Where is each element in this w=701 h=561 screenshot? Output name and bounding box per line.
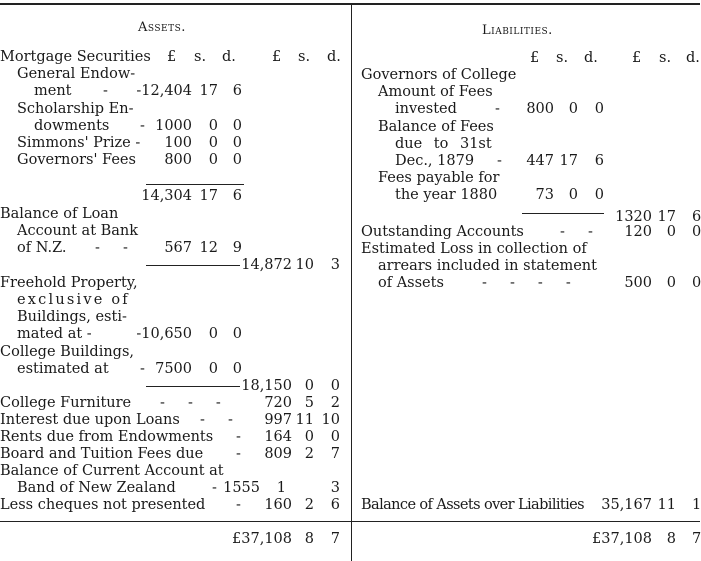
fees-payable-shillings: 0 — [568, 187, 578, 203]
assets-total-rule — [0, 521, 351, 522]
cheques-shillings: 2 — [304, 497, 314, 513]
item-rents-shillings: 0 — [304, 429, 314, 445]
liab-subtotal-pounds: 1320 — [615, 209, 652, 225]
column-divider — [351, 5, 352, 561]
loan-balance-label-2: Account at Bank — [17, 223, 139, 239]
assets-col-shilling-1: s. — [194, 49, 207, 65]
loan-balance-label: Balance of Loan — [0, 206, 119, 222]
balance-fees-pence: 6 — [594, 153, 604, 169]
current-account-pence: 3 — [330, 480, 340, 496]
current-account-pounds: 1555 — [223, 480, 260, 496]
item-interest-dashes: - - — [200, 412, 233, 428]
balance-assets-shillings: 11 — [657, 497, 676, 513]
assets-col-pence-1: d. — [222, 49, 236, 65]
freehold-label: Freehold Property, — [0, 275, 138, 291]
scholarship-pounds: 1000 — [155, 118, 192, 134]
freehold-shillings: 0 — [208, 326, 218, 342]
liab-col-shilling-1: s. — [556, 50, 569, 66]
assets-total-pounds: £37,108 — [232, 531, 292, 547]
college-buildings-pounds: 7500 — [155, 361, 192, 377]
item-furniture-pounds: 720 — [264, 395, 292, 411]
subtotal-2-pence: 0 — [330, 378, 340, 394]
mortgage-subtotal-shillings: 17 — [199, 188, 218, 204]
assets-col-pound-2: £ — [272, 49, 282, 65]
item-furniture-label: College Furniture — [0, 395, 132, 411]
general-endowment-label-2: ment — [34, 83, 72, 99]
liab-col-pound-1: £ — [530, 50, 540, 66]
subtotal-2-rule — [146, 386, 240, 387]
item-rents-label: Rents due from Endowments — [0, 429, 214, 445]
item-rents-pence: 0 — [330, 429, 340, 445]
subtotal-1-pounds: 14,872 — [241, 257, 292, 273]
estimated-loss-label-3: of Assets — [378, 275, 444, 291]
scholarship-dash: - — [140, 118, 145, 134]
item-board-label: Board and Tuition Fees due — [0, 446, 204, 462]
loan-balance-pence: 9 — [232, 240, 242, 256]
amount-fees-pounds: 800 — [526, 101, 554, 117]
cheques-dash: - — [236, 497, 241, 513]
liab-subtotal-pence: 6 — [692, 209, 701, 225]
freehold-label-4: mated at - — [17, 326, 92, 342]
assets-total-pence: 7 — [330, 531, 340, 547]
general-endowment-dash: - — [103, 83, 108, 99]
amount-fees-pence: 0 — [594, 101, 604, 117]
liab-col-pence-1: d. — [584, 50, 598, 66]
mortgage-subtotal-pounds: 14,304 — [141, 188, 192, 204]
item-board-pence: 7 — [330, 446, 340, 462]
general-endowment-label: General Endow- — [17, 66, 136, 82]
freehold-pounds: -10,650 — [136, 326, 192, 342]
freehold-label-3: Buildings, esti- — [17, 309, 127, 325]
general-endowment-shillings: 17 — [199, 83, 218, 99]
mortgage-subtotal-rule — [146, 184, 244, 185]
outstanding-accounts-pounds: 120 — [624, 224, 652, 240]
college-buildings-shillings: 0 — [208, 361, 218, 377]
item-interest-label: Interest due upon Loans — [0, 412, 180, 428]
governors-fees-pence: 0 — [232, 152, 242, 168]
assets-col-shilling-2: s. — [298, 49, 311, 65]
current-account-label: Balance of Current Account at — [0, 463, 224, 479]
amount-fees-shillings: 0 — [568, 101, 578, 117]
fees-payable-label: Fees payable for — [378, 170, 500, 186]
assets-total-shillings: 8 — [304, 531, 314, 547]
balance-fees-label: Balance of Fees — [378, 119, 494, 135]
general-endowment-pounds: -12,404 — [136, 83, 192, 99]
cheques-pence: 6 — [330, 497, 340, 513]
fees-payable-pence: 0 — [594, 187, 604, 203]
estimated-loss-shillings: 0 — [666, 275, 676, 291]
liab-col-pence-2: d. — [686, 50, 700, 66]
simmons-pounds: 100 — [164, 135, 192, 151]
amount-fees-label-2: invested — [395, 101, 457, 117]
liab-subtotal-shillings: 17 — [657, 209, 676, 225]
item-board-pounds: 809 — [264, 446, 292, 462]
liabilities-heading: Liabilities. — [482, 23, 553, 38]
cheques-pounds: 160 — [264, 497, 292, 513]
college-buildings-pence: 0 — [232, 361, 242, 377]
amount-fees-dash: - — [495, 101, 500, 117]
simmons-label: Simmons' Prize - — [17, 135, 141, 151]
balance-fees-pounds: 447 — [526, 153, 554, 169]
simmons-shillings: 0 — [208, 135, 218, 151]
amount-fees-label: Amount of Fees — [378, 84, 493, 100]
liabilities-total-shillings: 8 — [666, 531, 676, 547]
cheques-label: Less cheques not presented — [0, 497, 206, 513]
item-interest-pounds: 997 — [264, 412, 292, 428]
college-buildings-dash: - — [140, 361, 145, 377]
item-furniture-dashes: - - - — [160, 395, 221, 411]
fees-payable-pounds: 73 — [535, 187, 554, 203]
subtotal-1-rule — [146, 265, 240, 266]
item-furniture-shillings: 5 — [304, 395, 314, 411]
estimated-loss-pence: 0 — [692, 275, 701, 291]
item-interest-pence: 10 — [321, 412, 340, 428]
balance-fees-shillings: 17 — [559, 153, 578, 169]
college-buildings-label: College Buildings, — [0, 344, 135, 360]
liab-subtotal-rule — [522, 213, 604, 214]
loan-balance-pounds: 567 — [164, 240, 192, 256]
balance-fees-dash: - — [497, 153, 502, 169]
balance-assets-pence: 1 — [692, 497, 701, 513]
outstanding-accounts-pence: 0 — [692, 224, 701, 240]
loan-balance-label-3: of N.Z. — [17, 240, 67, 256]
item-board-dashes: - — [236, 446, 241, 462]
simmons-pence: 0 — [232, 135, 242, 151]
current-account-dash: - — [212, 480, 217, 496]
scholarship-label-2: dowments — [34, 118, 110, 134]
liabilities-total-pounds: £37,108 — [592, 531, 652, 547]
item-furniture-pence: 2 — [330, 395, 340, 411]
balance-fees-label-3: Dec., 1879 — [395, 153, 475, 169]
freehold-pence: 0 — [232, 326, 242, 342]
liabilities-total-pence: 7 — [692, 531, 701, 547]
scholarship-label: Scholarship En- — [17, 101, 134, 117]
outstanding-accounts-label: Outstanding Accounts — [361, 224, 524, 240]
loan-balance-shillings: 12 — [199, 240, 218, 256]
assets-col-pound-1: £ — [167, 49, 177, 65]
liabilities-total-rule — [352, 521, 700, 522]
scholarship-pence: 0 — [232, 118, 242, 134]
item-rents-dashes: - — [236, 429, 241, 445]
outstanding-accounts-shillings: 0 — [666, 224, 676, 240]
freehold-label-2: exclusive of — [17, 292, 130, 308]
governors-fees-label: Governors' Fees — [17, 152, 136, 168]
assets-col-pence-2: d. — [327, 49, 341, 65]
balance-fees-label-2: due to 31st — [395, 136, 492, 152]
governors-fees-pounds: 800 — [164, 152, 192, 168]
subtotal-1-pence: 3 — [330, 257, 340, 273]
item-interest-shillings: 11 — [295, 412, 314, 428]
general-endowment-pence: 6 — [232, 83, 242, 99]
estimated-loss-label-2: arrears included in statement — [378, 258, 597, 274]
balance-assets-pounds: 35,167 — [601, 497, 652, 513]
loan-balance-dashes: - - — [95, 240, 128, 256]
mortgage-subtotal-pence: 6 — [232, 188, 242, 204]
governors-of-college-label: Governors of College — [361, 67, 517, 83]
assets-heading: Assets. — [138, 20, 186, 35]
current-account-label-2: Band of New Zealand — [17, 480, 176, 496]
subtotal-1-shillings: 10 — [295, 257, 314, 273]
estimated-loss-pounds: 500 — [624, 275, 652, 291]
item-board-shillings: 2 — [304, 446, 314, 462]
scholarship-shillings: 0 — [208, 118, 218, 134]
subtotal-2-shillings: 0 — [304, 378, 314, 394]
balance-assets-label: Balance of Assets over Liabilities — [361, 497, 584, 513]
fees-payable-label-2: the year 1880 — [395, 187, 498, 203]
assets-mortgage-label: Mortgage Securities — [0, 49, 151, 65]
item-rents-pounds: 164 — [264, 429, 292, 445]
governors-fees-shillings: 0 — [208, 152, 218, 168]
liab-col-pound-2: £ — [632, 50, 642, 66]
outstanding-accounts-dashes: - - — [560, 224, 593, 240]
estimated-loss-dashes: - - - - — [482, 275, 571, 291]
subtotal-2-pounds: 18,150 — [241, 378, 292, 394]
liab-col-shilling-2: s. — [659, 50, 672, 66]
current-account-shillings: 1 — [276, 480, 286, 496]
top-rule — [0, 3, 700, 5]
college-buildings-label-2: estimated at — [17, 361, 109, 377]
estimated-loss-label: Estimated Loss in collection of — [361, 241, 587, 257]
